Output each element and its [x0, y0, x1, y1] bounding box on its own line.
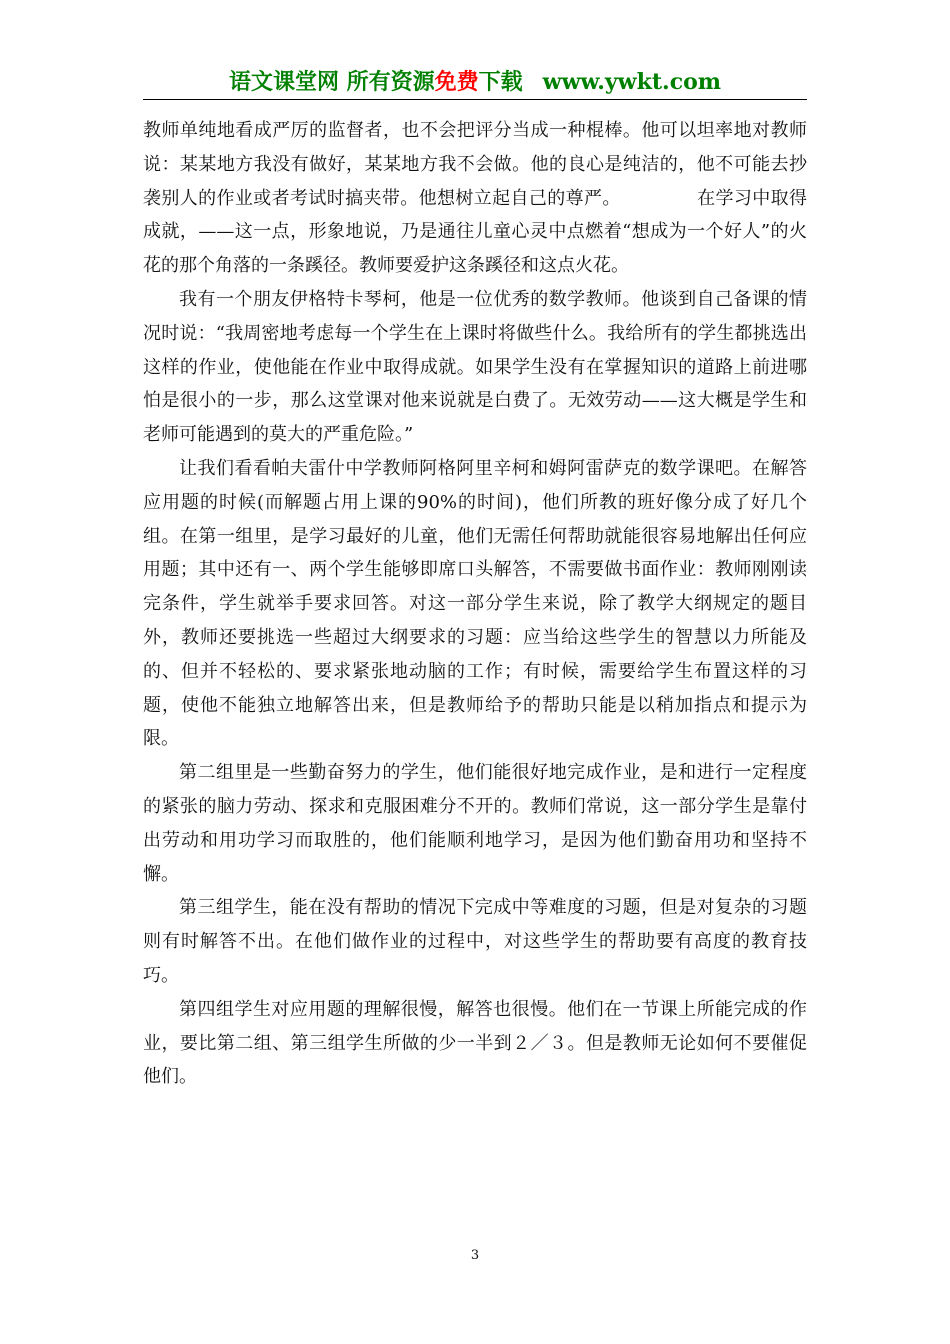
- paragraph-4: 第二组里是一些勤奋努力的学生，他们能很好地完成作业，是和进行一定程度的紧张的脑力劳动、探求和克服困难分不开的。教师们常说，这一部分学生是靠付出劳动和用功学习而取胜的，他们能顺利地学习，是因为他们勤奋用功和坚持不懈。: [143, 762, 807, 885]
- header-rule: [143, 99, 807, 100]
- header-url: www.ywkt.com: [542, 69, 722, 95]
- paragraph-5: 第三组学生，能在没有帮助的情况下完成中等难度的习题，但是对复杂的习题则有时解答不出。在他们做作业的过程中，对这些学生的帮助要有高度的教育技巧。: [143, 897, 807, 986]
- header-download-label: 下载: [478, 69, 523, 95]
- page-header: [143, 64, 807, 100]
- paragraph-6: 第四组学生对应用题的理解很慢，解答也很慢。他们在一节课上所能完成的作业，要比第二组、第三组学生所做的少一半到２／３。但是教师无论如何不要催促他们。: [143, 998, 807, 1088]
- header-site-name: 语文课堂网 所有资源: [228, 69, 435, 95]
- document-body: [143, 114, 807, 1094]
- paragraph-1: [143, 114, 807, 283]
- header-free-label: 免费: [434, 69, 479, 95]
- paragraph-3: 让我们看看帕夫雷什中学教师阿格阿里辛柯和姆阿雷萨克的数学课吧。在解答应用题的时候(而解题占用上课的90%的时间)，他们所教的班好像分成了好几个组。在第一组里，是学习最好的儿童，他们无需任何帮助就能很容易地解出任何应用题；其中还有一、两个学生能够即席口头解答，不需要做书面作业：教师刚刚读完条件，学生就举手要求回答。对这一部分学生来说，除了教学大纲规定的题目外，教师还要挑选一些超过大纲要求的习题：应当给这些学生的智慧以力所能及的、但并不轻松的、要求紧张地动脑的工作；有时候，需要给学生布置这样的习题，使他不能独立地解答出来，但是教师给予的帮助只能是以稍加指点和提示为限。: [143, 457, 807, 750]
- page-number: 3: [470, 1248, 480, 1263]
- paragraph-1-text-b: 在学习中取得成就，——这一点，形象地说，乃是通往儿童心灵中点燃着“想成为一个好人”的火花的那个角落的一条蹊径。教师要爱护这条蹊径和这点火花。: [143, 187, 807, 277]
- paragraph-2: 我有一个朋友伊格特卡琴柯，他是一位优秀的数学教师。他谈到自己备课的情况时说：“我周密地考虑每一个学生在上课时将做些什么。我给所有的学生都挑选出这样的作业，使他能在作业中取得成就。如果学生没有在掌握知识的道路上前进哪怕是很小的一步，那么这堂课对他来说就是白费了。无效劳动——这大概是学生和老师可能遇到的莫大的严重危险。”: [143, 288, 807, 446]
- paragraph-1-text-a: 教师单纯地看成严厉的监督者，也不会把评分当成一种棍棒。他可以坦率地对教师说：某某地方我没有做好，某某地方我不会做。他的良心是纯洁的，他不可能去抄袭别人的作业或者考试时搞夹带。他想树立起自己的尊严。: [143, 120, 807, 209]
